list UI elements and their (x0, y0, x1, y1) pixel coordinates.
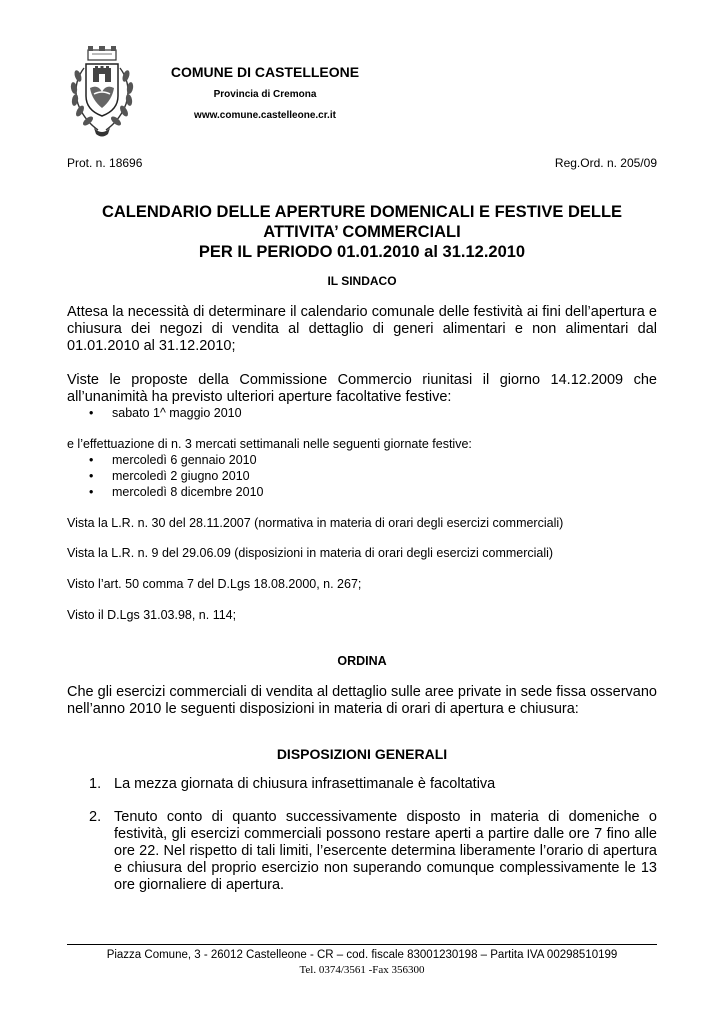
section-heading-disposizioni: DISPOSIZIONI GENERALI (276, 746, 448, 762)
reg-ord-number: Reg.Ord. n. 205/09 (554, 156, 657, 170)
list-item: • mercoledì 6 gennaio 2010 (67, 452, 657, 468)
title-line-1: CALENDARIO DELLE APERTURE DOMENICALI E FESTIVE DELLE (101, 203, 623, 221)
footer-contacts: Tel. 0374/3561 -Fax 356300 (299, 964, 425, 976)
paragraph-attesa: Attesa la necessità di determinare il calendario comunale delle festività ai fini dell’apertura e chiusura dei negozi di vendita al dettaglio di generi alimentari e non alimentari dal 01.01.2010 al 31.12.2010; (67, 304, 657, 354)
disposizione-item (67, 776, 657, 793)
list-item: • mercoledì 2 giugno 2010 (67, 468, 657, 484)
paragraph-vista-lr30: Vista la L.R. n. 30 del 28.11.2007 (normativa in materia di orari degli esercizi commerciali) (67, 516, 564, 530)
protocol-number: Prot. n. 18696 (67, 156, 143, 170)
paragraph-viste: Viste le proposte della Commissione Commercio riunitasi il giorno 14.12.2009 che all’unanimità ha previsto ulteriori aperture facoltative festive: (67, 372, 657, 405)
list-item: • mercoledì 8 dicembre 2010 (67, 484, 657, 500)
coat-of-arms-logo (68, 44, 136, 140)
item-text: Tenuto conto di quanto successivamente disposto in materia di domeniche o festività, gli esercizi commerciali possono restare aperti a partire dalle ore 7 fino alle ore 22. Nel rispetto di tali limiti, l’esercente determina liberamente l’orario di apertura e chiusura del proprio esercizio non superando comunque complessivamente le 13 ore giornaliere di apertura. (114, 809, 657, 893)
paragraph-visto-dlgs267: Visto l’art. 50 comma 7 del D.Lgs 18.08.2000, n. 267; (67, 577, 362, 591)
footer-address: Piazza Comune, 3 - 26012 Castelleone - CR – cod. fiscale 83001230198 – Partita IVA 00298510199 (106, 949, 618, 961)
paragraph-mercati: e l’effettuazione di n. 3 mercati settimanali nelle seguenti giornate festive: (67, 437, 472, 451)
paragraph-che: Che gli esercizi commerciali di vendita al dettaglio sulle aree private in sede fissa osservano nell’anno 2010 le seguenti disposizioni in materia di orari di apertura e chiusura: (67, 684, 657, 717)
item-number: 1. (89, 776, 102, 792)
province-name: Provincia di Cremona (213, 89, 317, 100)
disposizioni-list (67, 776, 657, 894)
paragraph-visto-dlgs114: Visto il D.Lgs 31.03.98, n. 114; (67, 608, 237, 622)
section-heading-sindaco: IL SINDACO (327, 274, 397, 288)
item-number: 2. (89, 809, 102, 825)
document-title (67, 202, 657, 262)
aperture-list (67, 405, 657, 421)
mercati-list (67, 452, 657, 500)
footer-divider (67, 944, 657, 945)
item-text: La mezza giornata di chiusura infrasettimanale è facoltativa (114, 776, 496, 792)
disposizione-item (67, 809, 657, 894)
list-item: • sabato 1^ maggio 2010 (67, 405, 657, 421)
title-line-3: PER IL PERIODO 01.01.2010 al 31.12.2010 (198, 243, 526, 261)
comune-name: COMUNE DI CASTELLEONE (170, 64, 360, 80)
paragraph-vista-lr9: Vista la L.R. n. 9 del 29.06.09 (disposizioni in materia di orari degli esercizi commerciali) (67, 546, 554, 560)
title-line-2: ATTIVITA’ COMMERCIALI (263, 223, 461, 241)
section-heading-ordina: ORDINA (337, 654, 387, 668)
website-link[interactable]: www.comune.castelleone.cr.it (194, 110, 336, 121)
